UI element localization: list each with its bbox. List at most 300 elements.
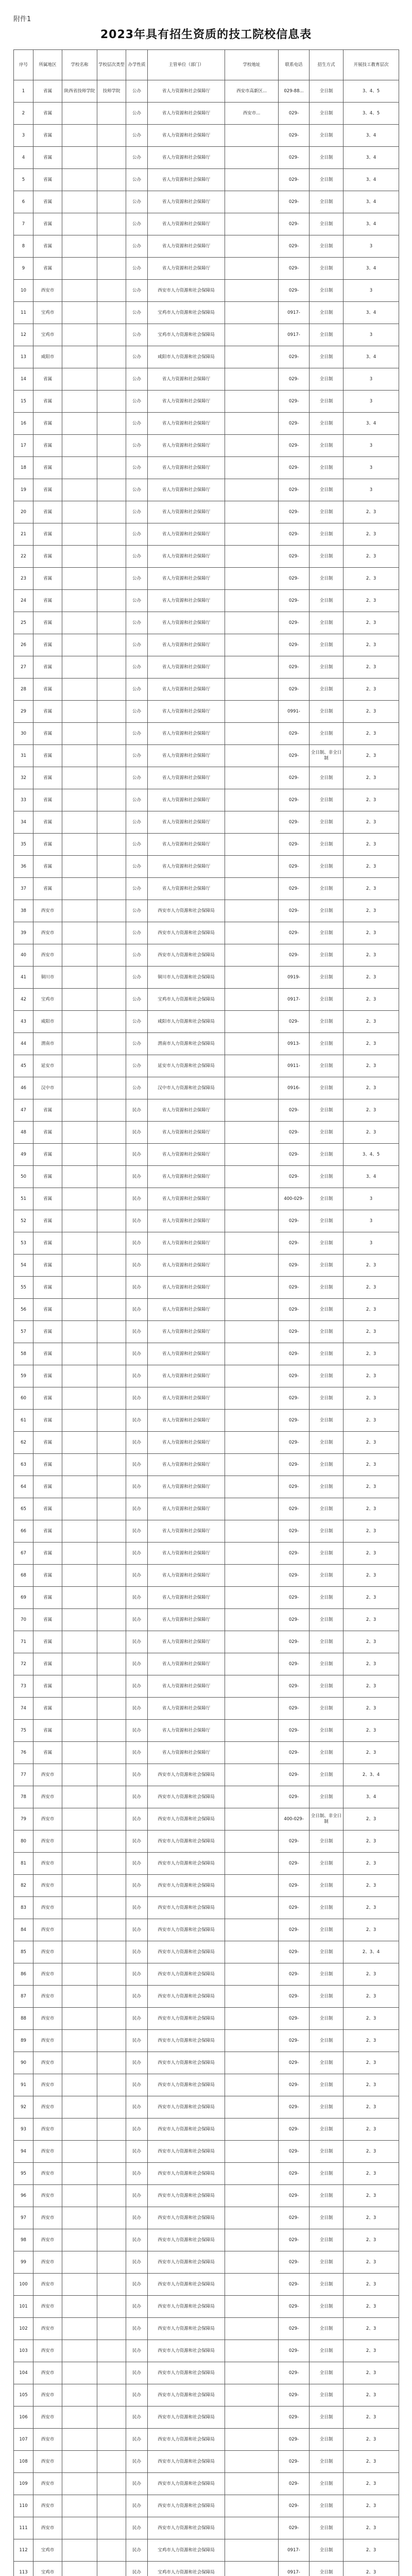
table-cell: 全日制 [310,2539,344,2562]
table-cell [97,2008,126,2030]
table-cell: 民办 [126,1099,148,1122]
table-cell [97,1077,126,1099]
table-cell: 2、3 [344,1653,399,1675]
header-cell: 学校地址 [225,50,279,80]
table-cell: 029- [279,1963,310,1986]
table-cell: 西安市人力资源和社会保障局 [148,2096,225,2119]
header-cell: 学校名称 [62,50,97,80]
table-cell: 29 [14,701,33,723]
table-cell: 029- [279,1587,310,1609]
table-cell: 全日制 [310,169,344,191]
table-cell: 2、3 [344,745,399,767]
table-cell: 公办 [126,856,148,878]
table-cell: 民办 [126,1144,148,1166]
table-cell: 西安市人力资源和社会保障局 [148,2406,225,2429]
table-cell: 省属 [33,1410,62,1432]
table-row [14,590,399,612]
table-cell: 2、3 [344,2074,399,2096]
table-cell: 省人力资源和社会保障厅 [148,125,225,147]
table-cell: 2、3 [344,989,399,1011]
table-cell: 省属 [33,1742,62,1764]
table-cell [97,2296,126,2318]
table-cell: 西安市人力资源和社会保障局 [148,2384,225,2406]
table-cell: 029- [279,2274,310,2296]
table-cell [97,546,126,568]
table-cell: 全日制 [310,900,344,922]
table-cell [97,900,126,922]
table-cell [62,368,97,391]
table-row [14,2207,399,2229]
table-cell [97,1786,126,1808]
table-cell [97,1365,126,1387]
table-cell: 公办 [126,701,148,723]
table-cell: 全日制 [310,989,344,1011]
table-cell: 公办 [126,634,148,656]
table-cell: 西安市 [33,2119,62,2141]
table-cell [62,2119,97,2141]
table-row [14,2517,399,2539]
table-cell: 全日制 [310,701,344,723]
table-cell: 全日制 [310,1831,344,1853]
table-cell: 029- [279,590,310,612]
table-cell [62,989,97,1011]
table-cell: 2、3 [344,1099,399,1122]
table-row [14,2251,399,2274]
table-cell: 省属 [33,1565,62,1587]
table-cell: 民办 [126,2163,148,2185]
table-cell [225,1919,279,1941]
table-cell: 105 [14,2384,33,2406]
table-cell: 75 [14,1720,33,1742]
table-cell: 029- [279,1144,310,1166]
table-cell [62,2030,97,2052]
table-cell [97,2429,126,2451]
table-row [14,1365,399,1387]
table-cell: 民办 [126,1122,148,1144]
table-cell: 民办 [126,1387,148,1410]
table-cell: 3、4、5 [344,1144,399,1166]
table-cell: 西安市 [33,1919,62,1941]
table-cell: 2、3 [344,568,399,590]
table-cell: 2、3 [344,2030,399,2052]
table-cell: 西安市 [33,2318,62,2340]
table-cell: 2、3 [344,2229,399,2251]
table-cell: 99 [14,2251,33,2274]
table-cell: 省人力资源和社会保障厅 [148,723,225,745]
table-cell: 西安市 [33,280,62,302]
table-cell: 029- [279,1277,310,1299]
table-cell: 省人力资源和社会保障厅 [148,546,225,568]
table-row [14,2052,399,2074]
table-cell [62,1387,97,1410]
table-cell: 029- [279,368,310,391]
header-cell: 学校层次类型 [97,50,126,80]
table-cell: 15 [14,391,33,413]
table-cell: 全日制 [310,1432,344,1454]
table-cell: 省属 [33,213,62,235]
table-cell [62,213,97,235]
table-cell: 2、3 [344,1875,399,1897]
header-cell: 招生方式 [310,50,344,80]
table-cell: 2、3、4 [344,1941,399,1963]
table-cell: 82 [14,1875,33,1897]
table-row [14,2539,399,2562]
table-cell [225,2406,279,2429]
table-cell: 公办 [126,590,148,612]
table-cell: 全日制 [310,1122,344,1144]
table-row [14,1941,399,1963]
table-cell: 民办 [126,2030,148,2052]
table-cell: 029- [279,1099,310,1122]
table-cell: 全日制 [310,590,344,612]
table-cell: 西安市人力资源和社会保障局 [148,2340,225,2362]
table-cell: 029- [279,103,310,125]
table-cell [225,346,279,368]
table-cell [62,2473,97,2495]
table-row [14,2008,399,2030]
attachment-label: 附件1 [13,15,31,23]
table-row [14,2406,399,2429]
table-cell: 铜川市人力资源和社会保障局 [148,967,225,989]
table-cell [62,1675,97,1698]
table-cell: 3 [344,391,399,413]
table-cell: 全日制 [310,1543,344,1565]
table-cell: 省人力资源和社会保障厅 [148,1675,225,1698]
table-cell: 全日制 [310,1963,344,1986]
table-cell [62,1520,97,1543]
table-cell: 咸阳市人力资源和社会保障局 [148,346,225,368]
table-cell [97,2052,126,2074]
table-cell: 省人力资源和社会保障厅 [148,1698,225,1720]
table-cell: 029- [279,1365,310,1387]
table-cell: 48 [14,1122,33,1144]
table-cell: 2、3 [344,2185,399,2207]
table-cell: 2、3 [344,1675,399,1698]
table-cell: 汉中市人力资源和社会保障局 [148,1077,225,1099]
table-cell [225,457,279,479]
table-cell [225,1609,279,1631]
table-cell: 2、3 [344,1410,399,1432]
table-cell: 53 [14,1232,33,1255]
table-cell: 029- [279,2406,310,2429]
table-cell [97,2451,126,2473]
table-cell [225,1255,279,1277]
table-cell: 公办 [126,280,148,302]
table-cell: 全日制 [310,1144,344,1166]
table-cell [225,280,279,302]
table-row [14,2384,399,2406]
table-cell [97,1808,126,1831]
table-cell: 省人力资源和社会保障厅 [148,656,225,679]
table-cell: 省属 [33,1432,62,1454]
table-cell [62,2451,97,2473]
table-cell: 西安市人力资源和社会保障局 [148,1986,225,2008]
table-cell: 公办 [126,967,148,989]
table-cell: 2、3 [344,2207,399,2229]
table-cell: 全日制 [310,2384,344,2406]
table-cell [97,568,126,590]
table-cell: 全日制 [310,1099,344,1122]
table-cell: 64 [14,1476,33,1498]
table-cell [97,1011,126,1033]
table-cell: 西安市 [33,922,62,944]
table-cell [97,1565,126,1587]
table-cell: 西安市人力资源和社会保障局 [148,1808,225,1831]
table-cell [97,1476,126,1498]
table-cell [62,413,97,435]
table-cell: 省人力资源和社会保障厅 [148,612,225,634]
table-cell: 029- [279,2517,310,2539]
table-cell [97,679,126,701]
table-cell: 全日制 [310,811,344,834]
table-cell: 88 [14,2008,33,2030]
table-row [14,2473,399,2495]
table-cell [225,2318,279,2340]
table-cell: 2、3 [344,1543,399,1565]
table-cell: 2、3 [344,1853,399,1875]
table-cell: 省人力资源和社会保障厅 [148,590,225,612]
table-cell: 41 [14,967,33,989]
table-cell [97,656,126,679]
table-cell: 全日制、非全日制 [310,745,344,767]
table-cell [97,856,126,878]
table-row [14,1343,399,1365]
table-cell: 省属 [33,1587,62,1609]
table-cell: 延安市 [33,1055,62,1077]
table-cell: 029- [279,2052,310,2074]
table-cell: 029- [279,213,310,235]
table-cell [62,1698,97,1720]
table-cell: 104 [14,2362,33,2384]
table-cell: 省属 [33,1255,62,1277]
table-cell [97,1698,126,1720]
table-cell: 2、3 [344,1277,399,1299]
table-cell: 029- [279,878,310,900]
table-cell [62,1565,97,1587]
table-cell: 2、3 [344,2384,399,2406]
table-cell [62,590,97,612]
table-cell: 民办 [126,2119,148,2141]
table-cell [225,2052,279,2074]
table-row [14,922,399,944]
table-cell: 西安市 [33,2251,62,2274]
table-cell: 全日制 [310,834,344,856]
table-cell: 16 [14,413,33,435]
table-row [14,2451,399,2473]
table-cell: 029- [279,2451,310,2473]
table-cell: 省人力资源和社会保障厅 [148,745,225,767]
table-cell: 西安市 [33,2207,62,2229]
table-cell: 029- [279,2229,310,2251]
table-cell: 全日制 [310,1188,344,1210]
table-cell: 西安市人力资源和社会保障局 [148,1764,225,1786]
table-row [14,989,399,1011]
table-cell: 59 [14,1365,33,1387]
table-cell [225,856,279,878]
table-cell: 2、3 [344,679,399,701]
table-cell [62,2229,97,2251]
table-cell [225,590,279,612]
table-cell [225,944,279,967]
table-cell: 55 [14,1277,33,1299]
table-cell: 029- [279,191,310,213]
table-cell [225,612,279,634]
table-cell [97,1764,126,1786]
table-cell: 全日制 [310,878,344,900]
table-cell: 全日制 [310,523,344,546]
table-cell: 省人力资源和社会保障厅 [148,1255,225,1277]
table-cell: 029- [279,1675,310,1698]
table-cell: 民办 [126,1476,148,1498]
table-cell: 省人力资源和社会保障厅 [148,1099,225,1122]
table-cell [62,1055,97,1077]
table-cell: 108 [14,2451,33,2473]
table-cell: 49 [14,1144,33,1166]
table-cell [225,523,279,546]
table-cell [62,1498,97,1520]
table-cell [225,723,279,745]
table-cell: 4 [14,147,33,169]
table-cell: 2、3 [344,2473,399,2495]
table-cell [225,1210,279,1232]
table-row [14,944,399,967]
table-cell: 2、3 [344,900,399,922]
table-row [14,2429,399,2451]
table-cell [97,2362,126,2384]
table-cell [225,1277,279,1299]
table-cell: 民办 [126,1232,148,1255]
table-cell: 省属 [33,169,62,191]
table-cell: 全日制 [310,80,344,103]
table-cell [97,2163,126,2185]
table-cell: 省属 [33,745,62,767]
table-cell: 029- [279,612,310,634]
table-cell [225,1476,279,1498]
table-cell: 西安市 [33,2052,62,2074]
table-cell [62,568,97,590]
table-cell: 西安市 [33,1786,62,1808]
table-cell: 民办 [126,2340,148,2362]
table-cell: 省属 [33,1365,62,1387]
table-cell: 029- [279,413,310,435]
table-cell [97,1587,126,1609]
table-cell [97,1232,126,1255]
table-cell: 70 [14,1609,33,1631]
table-cell: 3 [344,1232,399,1255]
table-row [14,324,399,346]
table-cell: 11 [14,302,33,324]
table-cell: 民办 [126,2207,148,2229]
table-cell: 省人力资源和社会保障厅 [148,1410,225,1432]
table-cell: 民办 [126,1609,148,1631]
table-cell: 全日制 [310,2229,344,2251]
table-cell: 省属 [33,546,62,568]
table-cell: 87 [14,1986,33,2008]
table-cell: 71 [14,1631,33,1653]
table-cell: 公办 [126,346,148,368]
table-cell [97,324,126,346]
table-cell: 3 [344,280,399,302]
table-row [14,2163,399,2185]
table-cell: 省人力资源和社会保障厅 [148,1432,225,1454]
table-cell [97,391,126,413]
table-cell: 3、4 [344,1786,399,1808]
table-cell: 400-029- [279,1188,310,1210]
table-cell: 029- [279,1631,310,1653]
table-cell: 25 [14,612,33,634]
table-cell: 84 [14,1919,33,1941]
table-cell: 0913- [279,1033,310,1055]
table-cell: 公办 [126,479,148,501]
table-cell: 93 [14,2119,33,2141]
table-cell: 3、4 [344,1166,399,1188]
table-row [14,1099,399,1122]
table-cell: 省属 [33,878,62,900]
table-cell: 全日制 [310,1410,344,1432]
table-cell [225,2296,279,2318]
table-cell: 全日制 [310,1698,344,1720]
table-cell: 029- [279,2251,310,2274]
table-cell: 2、3 [344,2141,399,2163]
table-cell [225,1631,279,1653]
table-cell [225,235,279,258]
table-cell [225,1831,279,1853]
table-cell: 西安市 [33,1808,62,1831]
table-cell [225,1365,279,1387]
table-cell [62,967,97,989]
table-cell [97,1875,126,1897]
table-cell: 109 [14,2473,33,2495]
table-cell [62,235,97,258]
table-cell: 省人力资源和社会保障厅 [148,1166,225,1188]
table-cell [62,2096,97,2119]
table-cell: 全日制 [310,767,344,789]
table-cell: 2、3 [344,922,399,944]
table-cell [225,2141,279,2163]
table-cell [225,2163,279,2185]
table-cell: 全日制 [310,1742,344,1764]
table-cell: 0911- [279,1055,310,1077]
table-cell: 省人力资源和社会保障厅 [148,789,225,811]
table-cell: 西安市人力资源和社会保障局 [148,2008,225,2030]
table-cell: 省属 [33,1122,62,1144]
table-cell [62,523,97,546]
table-cell: 029- [279,235,310,258]
table-cell: 西安市人力资源和社会保障局 [148,2251,225,2274]
table-cell: 民办 [126,1299,148,1321]
table-cell: 西安市人力资源和社会保障局 [148,2119,225,2141]
table-cell: 省属 [33,612,62,634]
table-cell: 029- [279,1387,310,1410]
table-row [14,2495,399,2517]
table-cell [62,834,97,856]
table-cell [225,1055,279,1077]
table-cell: 3 [14,125,33,147]
table-cell: 31 [14,745,33,767]
table-cell: 省属 [33,258,62,280]
table-cell: 省人力资源和社会保障厅 [148,1543,225,1565]
table-cell: 8 [14,235,33,258]
table-cell [62,191,97,213]
table-cell: 40 [14,944,33,967]
table-cell [97,2096,126,2119]
table-cell [62,258,97,280]
table-cell [62,2141,97,2163]
table-cell [97,2229,126,2251]
table-row [14,368,399,391]
table-cell: 西安市 [33,944,62,967]
table-cell: 3、4 [344,147,399,169]
